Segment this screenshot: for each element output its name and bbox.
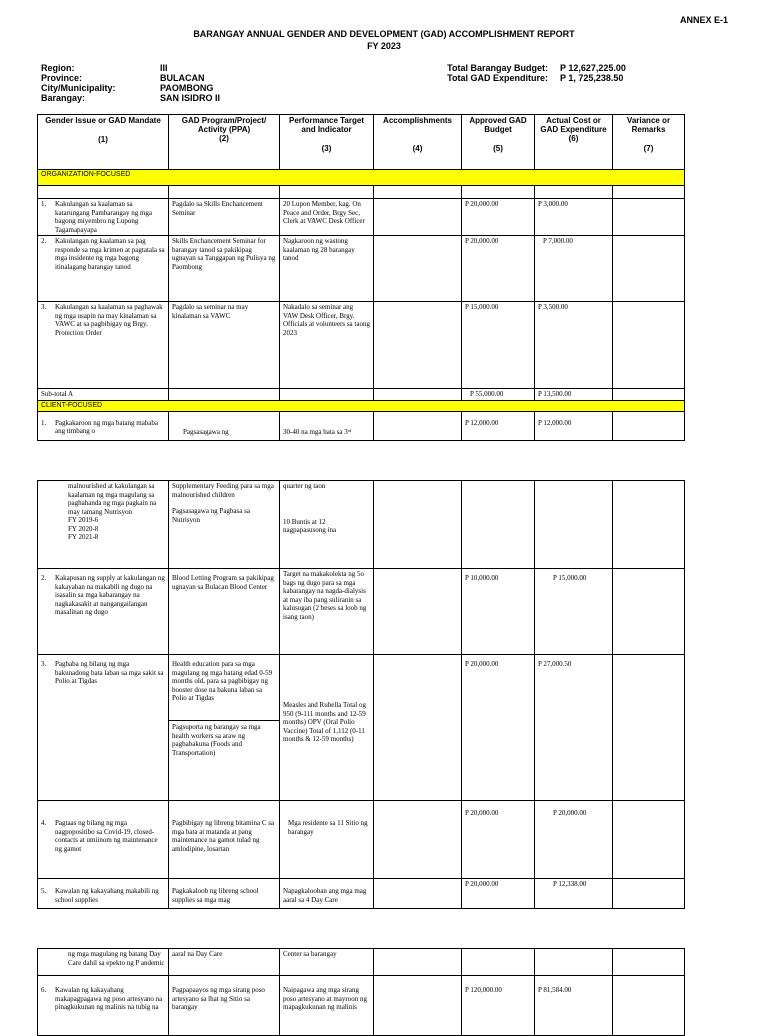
table-cell: Health education para sa mga magulang ng mga batang edad 0-59 months old, para sa pagbibigay ng booster dose na bakuna laban sa Polio at Tigdas Pagsuporta ng barangay sa mga health workers sa araw ng pagbabakuna (Foods and Transportation) (169, 655, 280, 801)
province-value: BULACAN (160, 73, 205, 83)
table-cell: P 12,338.00 (535, 879, 613, 909)
table-cell (169, 186, 280, 199)
table-cell (462, 949, 535, 976)
table-row (38, 302, 685, 389)
table-cell: P 120,000.00 (462, 976, 535, 1036)
table-cell: P 20,000.00 (462, 236, 535, 302)
table-cell: P 27,000.50 (535, 655, 613, 801)
table-cell (280, 389, 374, 401)
table-row (38, 879, 685, 909)
region-label: Region: (41, 63, 75, 73)
table-cell (613, 236, 685, 302)
table-cell: P 15,000.00 (462, 302, 535, 389)
table-cell (535, 481, 613, 569)
col-header-variance: Variance or Remarks (7) (613, 115, 685, 170)
table-cell (613, 801, 685, 879)
table-cell (613, 976, 685, 1036)
table-cell: P 12,000.00 (535, 411, 613, 440)
table-row (38, 655, 685, 801)
table-cell: Mga residente sa 11 Sitio ng barangay (280, 801, 374, 879)
table-cell (374, 199, 462, 236)
table-cell (462, 186, 535, 199)
table-cell (613, 569, 685, 655)
table-row (38, 236, 685, 302)
table-row (38, 411, 685, 440)
province-label: Province: (41, 73, 83, 83)
subtotal-row (38, 389, 685, 401)
table-cell: 2. Kakulangan ng kaalaman sa pag responde sa mga krimen at pagtatala sa mga insidente ng mga bagong itinalagang barangay tanod (38, 236, 169, 302)
total-budget-label: Total Barangay Budget: (447, 63, 548, 73)
total-budget-value: P 12,627,225.00 (560, 63, 626, 73)
table-cell: P 20,000.00 (535, 801, 613, 879)
table-cell: ng mga magulang ng batang Day Care dahil sa epekto ng P andemic (38, 949, 169, 976)
table-cell: 1. Kakulangan sa kaalaman sa katarungang Pambarangay ng mga bagong miyembro ng Lupong Tagamapayapa (38, 199, 169, 236)
table-cell (613, 481, 685, 569)
table-cell: Blood Letting Program sa pakikipag ugnayan sa Bulacan Blood Center (169, 569, 280, 655)
table-cell: Nagkaroon ng wastong kaalaman ng 28 barangay tanod (280, 236, 374, 302)
table-cell: quarter ng taon 10 Buntis at 12 nagpapasusong ina (280, 481, 374, 569)
total-gad-value: P 1, 725,238.50 (560, 73, 624, 83)
table-cell (374, 236, 462, 302)
table-cell (535, 186, 613, 199)
table-cell: Pagdalo sa Skills Enchancement Seminar (169, 199, 280, 236)
section-organization (38, 170, 685, 186)
table-cell: Center sa barangay (280, 949, 374, 976)
table-cell: P 10,000.00 (462, 569, 535, 655)
table-cell: P 3,500.00 (535, 302, 613, 389)
table-cell (374, 976, 462, 1036)
table-cell: Pagbibigay ng libreng bitamina C sa mga bata at matanda at pang maintenance na gamot tulad ng amlodipine, losartan (169, 801, 280, 879)
table-cell: Measles and Rubella Total og 950 (9-111 months and 12-59 months) OPV (Oral Polio Vaccine) Total of 1,112 (0-11 months & 12-59 months) (280, 655, 374, 801)
table-cell (374, 389, 462, 401)
city-label: City/Municipality: (41, 83, 116, 93)
spacer-row (38, 186, 685, 199)
table-cell (374, 411, 462, 440)
table-cell (613, 411, 685, 440)
table-cell (613, 186, 685, 199)
table-cell (374, 879, 462, 909)
table-cell: 1. Pagkakaroon ng mga batang mababa ang timbang o (38, 411, 169, 440)
table-cell: P 20,000.00 (462, 199, 535, 236)
total-gad-label: Total GAD Expenditure: (447, 73, 548, 83)
section-client (38, 400, 685, 411)
table-cell (374, 949, 462, 976)
table-cell (613, 199, 685, 236)
col-header-actual: Actual Cost or GAD Expenditure (6) (535, 115, 613, 170)
table-cell: Skills Enchancement Seminar for barangay tanod sa pakikipag ugnayan sa Tanggapan ng Pulisya ng Paombong (169, 236, 280, 302)
col-header-ppa: GAD Program/Project/ Activity (PPA) (2) (169, 115, 280, 170)
table-cell (535, 949, 613, 976)
table-cell (374, 302, 462, 389)
table-row (38, 569, 685, 655)
table-cell (374, 569, 462, 655)
budget-values (548, 63, 626, 83)
table-cell: 3. Kakulangan sa kaalaman sa paghawak ng mga usapin na may kinalaman sa VAWC at sa pagbibigay ng Brgy. Protection Order (38, 302, 169, 389)
table-cell: P 20,000.00 (462, 655, 535, 801)
table-cell (374, 801, 462, 879)
table-cell: P 20,000.00 (462, 879, 535, 909)
table-cell: 2. Kakapusan ng supply at kakulangan ng kakayahan na makabili ng dugo na isasalin sa mga kabarangay na nagkakasakit at nangangailangan masalinan ng dugo (38, 569, 169, 655)
table-cell (462, 481, 535, 569)
table-cell: Pagdalo sa seminar na may kinalaman sa VAWC (169, 302, 280, 389)
table-cell (280, 186, 374, 199)
report-title-line1: BARANGAY ANNUAL GENDER AND DEVELOPMENT (GAD) ACCOMPLISHMENT REPORT (193, 29, 575, 39)
table-row (38, 481, 685, 569)
table-cell (374, 481, 462, 569)
section-label: CLIENT-FOCUSED (38, 400, 685, 411)
location-values (160, 63, 220, 103)
table-cell: 30-40 na mga bata sa 3ʳᵈ (280, 411, 374, 440)
table-row (38, 801, 685, 879)
section-label: ORGANIZATION-FOCUSED (38, 170, 685, 186)
table-cell: malnourished at kakulangan sa kaalaman ng mga magulang sa paghahanda ng mga pagkain na may tamang Nutrisyon FY 2019-6 FY 2020-8 FY 2021-8 (38, 481, 169, 569)
report-title-year: FY 2023 (367, 41, 401, 51)
header-row (38, 115, 685, 170)
table-cell: P 7,000.00 (535, 236, 613, 302)
table-cell: Pagkakaloob ng libreng school supplies sa mga mag (169, 879, 280, 909)
barangay-value: SAN ISIDRO II (160, 93, 221, 103)
table-cell (613, 655, 685, 801)
table-cell: Nakadalo sa seminar ang VAW Desk Officer, Brgy. Officials at volunteers sa taong 2023 (280, 302, 374, 389)
table-cell: P 3,000.00 (535, 199, 613, 236)
table-cell (38, 186, 169, 199)
table-cell: Pagpapaayos ng mga sirang poso artesyano sa lhat ng Sitio sa barangay (169, 976, 280, 1036)
subtotal-label: Sub-total A (38, 389, 169, 401)
table-cell: P 12,000.00 (462, 411, 535, 440)
table-cell: Napagkalooban ang mga mag aaral sa 4 Day Care (280, 879, 374, 909)
table-cell: 6. Kawalan ng kakayahang makapagpagawa ng poso artesyano na pinagkukunan ng malinis na tubig na (38, 976, 169, 1036)
col-header-accomplishments: Accomplishments (4) (374, 115, 462, 170)
table-cell: P 15,000.00 (535, 569, 613, 655)
table-cell (169, 389, 280, 401)
table-row (38, 976, 685, 1036)
table-cell: 3. Pagbaba ng bilang ng mga bakunadong bata laban sa mga sakit sa Polio at Tigdas (38, 655, 169, 801)
table-cell (613, 302, 685, 389)
table-cell (374, 186, 462, 199)
table-cell: P 20,000.00 (462, 801, 535, 879)
table-cell (613, 949, 685, 976)
table-row (38, 199, 685, 236)
table-cell (613, 389, 685, 401)
region-value: III (160, 63, 168, 73)
table-cell: Naipagawa ang mga sirang poso artesyano at mayroon ng mapagkukunan ng malinis (280, 976, 374, 1036)
budget-labels (440, 63, 548, 83)
annex-label: ANNEX E-1 (680, 15, 729, 25)
report-table-page1 (37, 114, 685, 441)
location-labels (41, 63, 116, 103)
subtotal-budget: P 55,000.00 (462, 389, 535, 401)
barangay-label: Barangay: (41, 93, 86, 103)
table-cell: Supplementary Feeding para sa mga malnourished children Pagsasagawa ng Pagbasa sa Nutrisyon (169, 481, 280, 569)
report-table-page3 (37, 948, 685, 1036)
col-header-budget: Approved GAD Budget (5) (462, 115, 535, 170)
table-cell: P 81,584.00 (535, 976, 613, 1036)
col-header-issue: Gender Issue or GAD Mandate (1) (38, 115, 169, 170)
table-cell (613, 879, 685, 909)
table-cell: Target na makakolekta ng 5o bags ng dugo para sa mga kabarangay na nagda-dialysis at may iba pang suliranin sa kalusugan (2 beses sa loob ng isang taon) (280, 569, 374, 655)
table-cell: 4. Pagtaas ng bilang ng mga nagpopositibo sa Covid-19, closed- contacts at umiinom ng maintenance ng gamot (38, 801, 169, 879)
table-cell: aaral na Day Care (169, 949, 280, 976)
report-table-page2 (37, 480, 685, 909)
col-header-target: Performance Target and Indicator (3) (280, 115, 374, 170)
table-row (38, 949, 685, 976)
table-cell: Pagsasagawa ng (169, 411, 280, 440)
subtotal-actual: P 13,500.00 (535, 389, 613, 401)
table-cell: 5. Kawalan ng kakayahang makabili ng school supplies (38, 879, 169, 909)
city-value: PAOMBONG (160, 83, 214, 93)
table-cell: 20 Lupon Member, kag. On Peace and Order, Brgy Sec, Clerk at VAWC Desk Officer (280, 199, 374, 236)
report-title (0, 28, 768, 52)
table-cell (374, 655, 462, 801)
